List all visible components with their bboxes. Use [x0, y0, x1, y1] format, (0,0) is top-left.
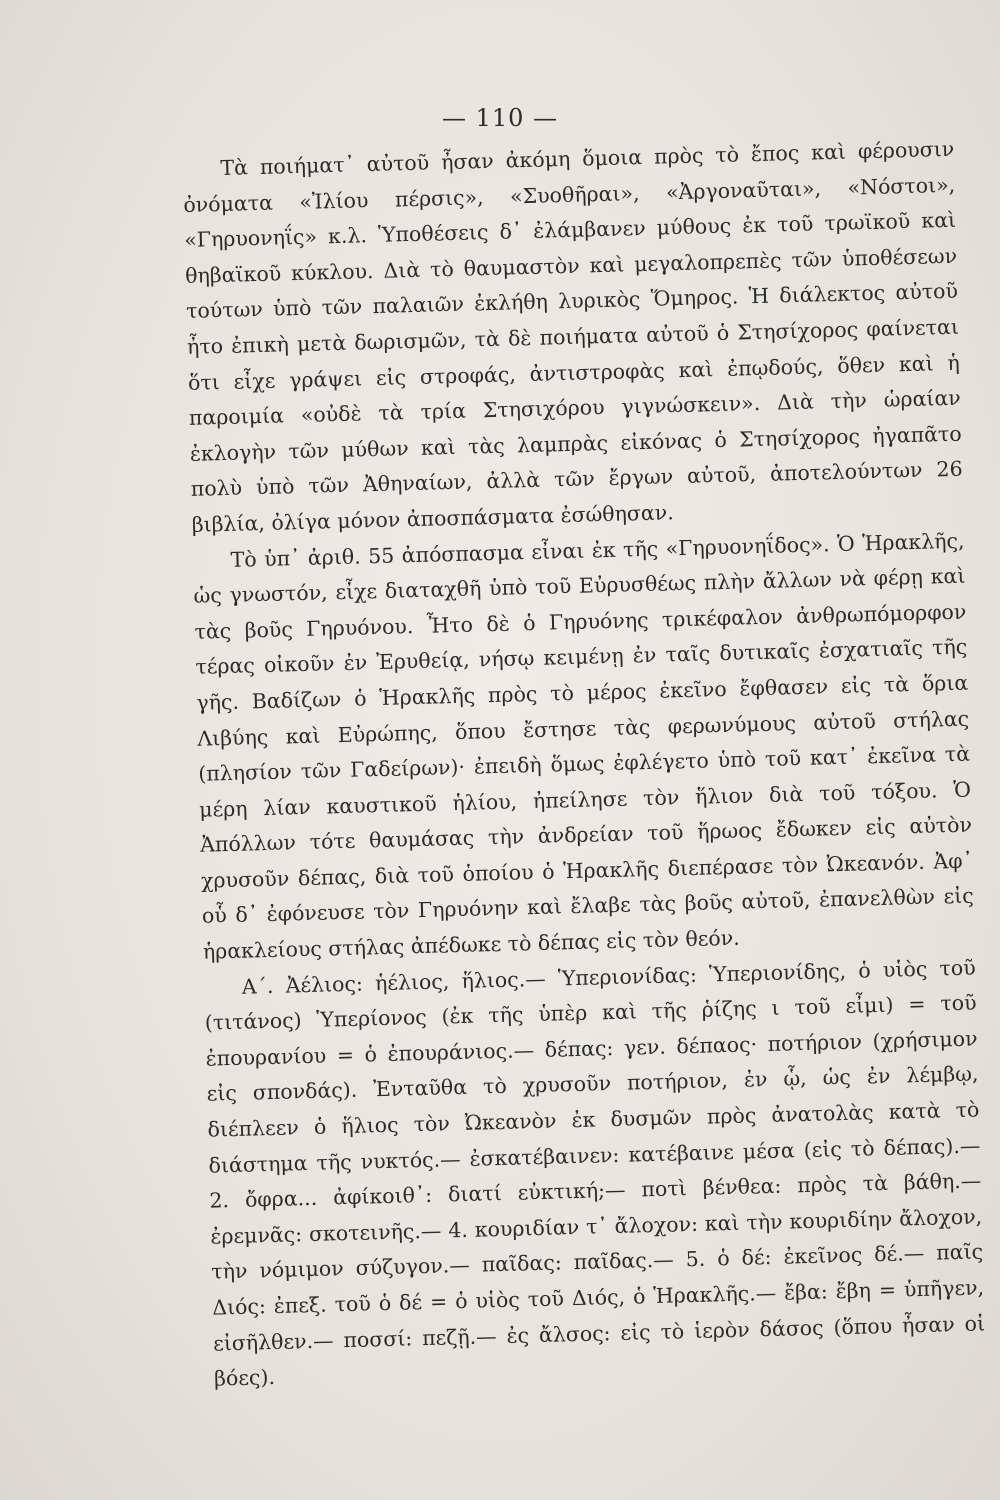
page-number: — 110 — [441, 104, 559, 132]
paragraph-commentary-notes: Α΄. Ἀέλιος: ἡέλιος, ἥλιος.— Ὑπεριονίδας: Ὑπεριονίδης, ὁ υἱὸς τοῦ (τιτάνος) Ὑπερίονος (ἐκ τῆς ὑπὲρ καὶ τῆς ῥίζης ι τοῦ εἶμι) = τοῦ ἐπουρανίου = ὁ ἐπουράνιος.— δέπας: γεν. δέπαος· ποτήριον (χρήσιμον εἰς σπονδάς). Ἐνταῦθα τὸ χρυσοῦν ποτήριον, ἐν ᾧ, ὡς ἐν λέμβῳ, διέπλεεν ὁ ἥλιος τὸν Ὠκεανὸν ἐκ δυσμῶν πρὸς ἀνατολὰς κατὰ τὸ διάστημα τῆς νυκτός.— ἐσκατέβαινεν: κατέβαινε μέσα (εἰς τὸ δέπας).— 2. ὄφρα... ἀφίκοιθ᾽: διατί εὐκτική;— ποτὶ βένθεα: πρὸς τὰ βάθη.— ἐρεμνᾶς: σκοτεινῆς.— 4. κουριδίαν τ᾽ ἄλοχον: καὶ τὴν κουριδίην ἄλοχον, τὴν νόμιμον σύζυγον.— παῖδας: παῖδας.— 5. ὁ δέ: ἐκεῖνος δέ.— παῖς Διός: ἐπεξ. τοῦ ὁ δέ = ὁ υἱὸς τοῦ Διός, ὁ Ἡρακλῆς.— ἔβα: ἔβη = ὑπῆγεν, εἰσῆλθεν.— ποσσί: πεζῇ.— ἐς ἄλσος: εἰς τὸ ἱερὸν δάσος (ὅπου ἦσαν οἱ βόες). [204, 955, 986, 1391]
body-text [182, 132, 986, 1398]
paragraph-geryoneis-fragment: Τὸ ὑπ᾽ ἀριθ. 55 ἀπόσπασμα εἶναι ἐκ τῆς «Γηρυονηΐδος». Ὁ Ἡρακλῆς, ὡς γνωστόν, εἶχε διαταχθῆ ὑπὸ τοῦ Εὐρυσθέως πλὴν ἄλλων νὰ φέρῃ καὶ τὰς βοῦς Γηρυόνου. Ἦτο δὲ ὁ Γηρυόνης τρικέφαλον ἀνθρωπόμορφον τέρας οἰκοῦν ἐν Ἐρυθείᾳ, νήσῳ κειμένῃ ἐν ταῖς δυτικαῖς ἐσχατιαῖς τῆς γῆς. Βαδίζων ὁ Ἡρακλῆς πρὸς τὸ μέρος ἐκεῖνο ἔφθασεν εἰς τὰ ὅρια Λιβύης καὶ Εὐρώπης, ὅπου ἔστησε τὰς φερωνύμους αὐτοῦ στήλας (πλησίον τῶν Γαδείρων)· ἐπειδὴ ὅμως ἐφλέγετο ὑπὸ τοῦ κατ᾽ ἐκεῖνα τὰ μέρη λίαν καυστικοῦ ἡλίου, ἠπείλησε τὸν ἥλιον διὰ τοῦ τόξου. Ὁ Ἀπόλλων τότε θαυμάσας τὴν ἀνδρείαν τοῦ ἥρωος ἔδωκεν εἰς αὐτὸν χρυσοῦν δέπας, διὰ τοῦ ὁποίου ὁ Ἡρακλῆς διεπέρασε τὸν Ὠκεανόν. Ἀφ᾽ οὗ δ᾽ ἐφόνευσε τὸν Γηρυόνην καὶ ἔλαβε τὰς βοῦς αὐτοῦ, ἐπανελθὼν εἰς ἡρακλείους στήλας ἀπέδωκε τὸ δέπας εἰς τὸν θεόν. [193, 528, 975, 964]
paragraph-stesichorus-poems: Τὰ ποιήματ᾽ αὐτοῦ ἦσαν ἀκόμη ὅμοια πρὸς τὸ ἔπος καὶ φέρουσιν ὀνόματα «Ἰλίου πέρσις», «Συοθῆραι», «Ἀργοναῦται», «Νόστοι», «Γηρυονηΐς» κ.λ. Ὑποθέσεις δ᾽ ἐλάμβανεν μύθους ἐκ τοῦ τρωϊκοῦ καὶ θηβαϊκοῦ κύκλου. Διὰ τὸ θαυμαστὸν καὶ μεγαλοπρεπὲς τῶν ὑποθέσεων τούτων ὑπὸ τῶν παλαιῶν ἐκλήθη λυρικὸς Ὅμηρος. Ἡ διάλεκτος αὐτοῦ ἦτο ἐπικὴ μετὰ δωρισμῶν, τὰ δὲ ποιήματα αὐτοῦ ὁ Στησίχορος φαίνεται ὅτι εἶχε γράψει εἰς στροφάς, ἀντιστροφὰς καὶ ἐπῳδούς, ὅθεν καὶ ἡ παροιμία «οὐδὲ τὰ τρία Στησιχόρου γιγνώσκειν». Διὰ τὴν ὡραίαν ἐκλογὴν τῶν μύθων καὶ τὰς λαμπρὰς εἰκόνας ὁ Στησίχορος ἠγαπᾶτο πολὺ ὑπὸ τῶν Ἀθηναίων, ἀλλὰ τῶν ἔργων αὐτοῦ, ἀποτελούντων 26 βιβλία, ὀλίγα μόνον ἀποσπάσματα ἐσώθησαν. [183, 136, 963, 537]
